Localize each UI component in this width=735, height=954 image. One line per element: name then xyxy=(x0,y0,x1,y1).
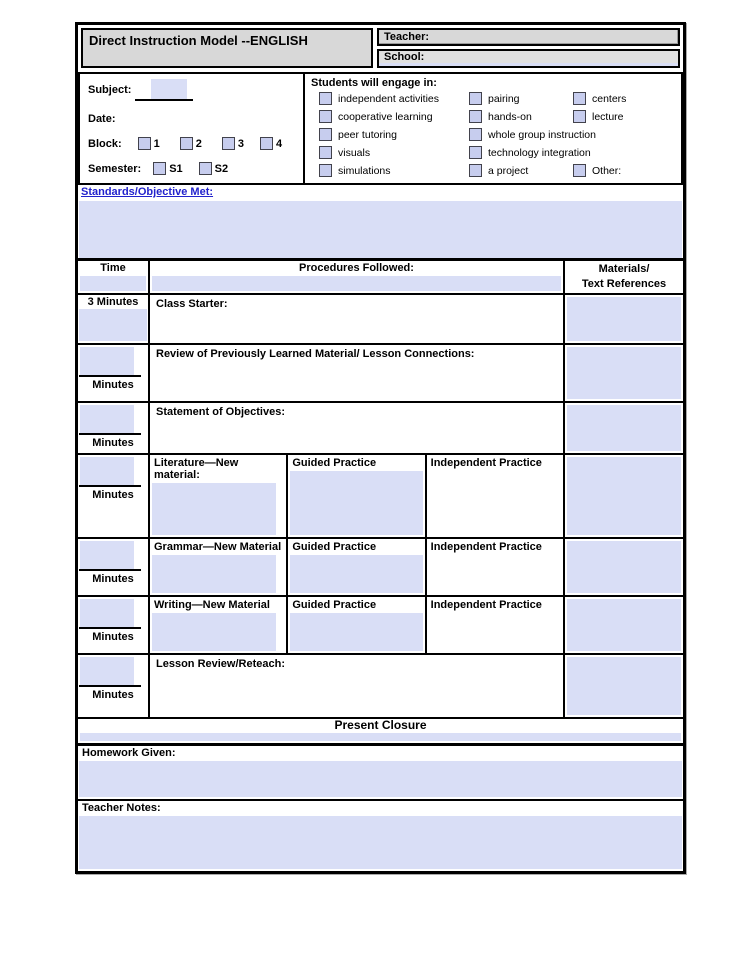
independent-practice-label: Independent Practice xyxy=(430,599,542,611)
semester-s2-option xyxy=(199,162,228,175)
header-right xyxy=(377,28,680,68)
header xyxy=(81,28,680,68)
materials-header-line2: Text References xyxy=(581,278,667,290)
guided-practice-label: Guided Practice xyxy=(292,457,377,469)
table-row-objectives xyxy=(78,401,683,453)
block-2-option xyxy=(180,137,202,150)
whole-group-instruction-checkbox[interactable] xyxy=(469,128,482,141)
engage-label: whole group instruction xyxy=(488,128,596,141)
engage-cooperative-learning xyxy=(319,110,433,123)
time-underline xyxy=(79,569,141,571)
engagement-heading: Students will engage in: xyxy=(311,77,437,89)
block-1-label: 1 xyxy=(153,137,160,150)
engage-whole-group xyxy=(469,128,596,141)
peer-tutoring-checkbox[interactable] xyxy=(319,128,332,141)
independent-practice-subcell[interactable] xyxy=(427,597,563,653)
independent-practice-label: Independent Practice xyxy=(430,457,542,469)
table-row-review xyxy=(78,343,683,401)
school-field[interactable] xyxy=(377,49,680,68)
new-material-input[interactable] xyxy=(152,613,276,651)
date-label: Date: xyxy=(88,113,116,125)
procedures-table xyxy=(78,258,683,743)
engage-row xyxy=(305,110,681,128)
time-input[interactable] xyxy=(79,309,147,341)
subject-box xyxy=(78,72,305,185)
time-input[interactable] xyxy=(80,657,134,685)
semester-s2-label: S2 xyxy=(214,162,229,175)
time-header-strip xyxy=(80,276,146,291)
engage-label: technology integration xyxy=(488,146,591,159)
materials-cell xyxy=(565,403,683,453)
time-underline xyxy=(79,433,141,435)
a-project-checkbox[interactable] xyxy=(469,164,482,177)
date-line xyxy=(88,113,295,125)
engage-label: Other: xyxy=(592,164,622,177)
semester-s2-checkbox[interactable] xyxy=(199,162,212,175)
guided-practice-subcell xyxy=(288,455,426,537)
procedure-label: Class Starter: xyxy=(156,298,228,310)
block-1-option xyxy=(138,137,160,150)
teacher-notes-input[interactable] xyxy=(79,816,682,869)
subject-input[interactable] xyxy=(151,79,187,99)
form-title: Direct Instruction Model --ENGLISH xyxy=(81,28,373,68)
teacher-label: Teacher: xyxy=(384,31,430,43)
time-underline xyxy=(79,627,141,629)
time-cell xyxy=(78,655,150,717)
block-line xyxy=(88,137,295,150)
engage-label: independent activities xyxy=(338,92,439,105)
semester-line xyxy=(88,162,295,175)
subject-label: Subject: xyxy=(88,84,132,96)
block-3-option xyxy=(222,137,244,150)
pairing-checkbox[interactable] xyxy=(469,92,482,105)
new-material-subcell xyxy=(150,539,288,595)
guided-practice-label: Guided Practice xyxy=(292,599,377,611)
simulations-checkbox[interactable] xyxy=(319,164,332,177)
engage-label: hands-on xyxy=(488,110,532,123)
engage-independent-activities xyxy=(319,92,439,105)
engage-simulations xyxy=(319,164,391,177)
table-row-writing xyxy=(78,595,683,653)
engage-visuals xyxy=(319,146,370,159)
independent-activities-checkbox[interactable] xyxy=(319,92,332,105)
engage-label: a project xyxy=(488,164,529,177)
homework-input[interactable] xyxy=(79,761,682,797)
school-label: School: xyxy=(379,51,678,63)
block-3-checkbox[interactable] xyxy=(222,137,235,150)
standards-input[interactable] xyxy=(79,201,682,258)
materials-header-cell xyxy=(565,261,683,293)
standards-label-line xyxy=(78,185,683,201)
new-material-label: Writing—New Material xyxy=(154,599,270,611)
engage-a-project xyxy=(469,164,528,177)
block-label: Block: xyxy=(88,137,122,150)
homework-section xyxy=(78,743,683,799)
independent-practice-subcell[interactable] xyxy=(427,539,563,595)
engage-lecture xyxy=(573,110,624,123)
table-row-literature xyxy=(78,453,683,537)
homework-label: Homework Given: xyxy=(82,747,176,759)
procedures-cell[interactable] xyxy=(150,655,565,717)
table-row-grammar xyxy=(78,537,683,595)
materials-input[interactable] xyxy=(567,405,681,451)
new-material-input[interactable] xyxy=(152,555,276,593)
standards-objective-link[interactable]: Standards/Objective Met: xyxy=(81,186,214,198)
procedures-cell xyxy=(150,455,565,537)
procedures-cell[interactable] xyxy=(150,295,565,343)
materials-input[interactable] xyxy=(567,599,681,651)
engage-label: centers xyxy=(592,92,627,105)
block-2-checkbox[interactable] xyxy=(180,137,193,150)
guided-practice-subcell xyxy=(288,597,426,653)
time-header: Time xyxy=(100,262,126,274)
teacher-notes-label: Teacher Notes: xyxy=(82,802,161,814)
cooperative-learning-checkbox[interactable] xyxy=(319,110,332,123)
engage-peer-tutoring xyxy=(319,128,397,141)
new-material-subcell xyxy=(150,597,288,653)
materials-input[interactable] xyxy=(567,347,681,399)
present-closure-row xyxy=(78,717,683,743)
minutes-label: Minutes xyxy=(92,631,134,643)
procedure-label: Lesson Review/Reteach: xyxy=(156,658,285,670)
lecture-checkbox[interactable] xyxy=(573,110,586,123)
block-3-label: 3 xyxy=(237,137,244,150)
technology-integration-checkbox[interactable] xyxy=(469,146,482,159)
engage-label: simulations xyxy=(338,164,391,177)
other-checkbox[interactable] xyxy=(573,164,586,177)
independent-practice-label: Independent Practice xyxy=(430,541,542,553)
visuals-checkbox[interactable] xyxy=(319,146,332,159)
guided-practice-input[interactable] xyxy=(290,613,422,651)
present-closure-label: Present Closure xyxy=(334,718,427,732)
info-row xyxy=(78,72,683,185)
semester-s1-option xyxy=(153,162,182,175)
time-input[interactable] xyxy=(80,347,134,375)
minutes-label: Minutes xyxy=(92,437,134,449)
engage-row xyxy=(305,128,681,146)
subject-line xyxy=(88,79,295,101)
hands-on-checkbox[interactable] xyxy=(469,110,482,123)
materials-cell xyxy=(565,455,683,537)
semester-s1-checkbox[interactable] xyxy=(153,162,166,175)
semester-s1-label: S1 xyxy=(169,162,183,175)
guided-practice-subcell xyxy=(288,539,426,595)
engage-label: lecture xyxy=(592,110,624,123)
minutes-label: Minutes xyxy=(92,379,134,391)
time-input[interactable] xyxy=(80,599,134,627)
guided-practice-input[interactable] xyxy=(290,471,422,535)
engage-row xyxy=(305,92,681,110)
materials-cell xyxy=(565,295,683,343)
school-input[interactable] xyxy=(379,63,678,66)
procedures-header-cell xyxy=(150,261,565,293)
new-material-label: Grammar—New Material xyxy=(154,541,282,553)
procedures-cell[interactable] xyxy=(150,345,565,401)
time-underline xyxy=(79,375,141,377)
block-4-label: 4 xyxy=(276,137,283,150)
engagement-box xyxy=(305,72,683,185)
materials-cell xyxy=(565,539,683,595)
materials-input[interactable] xyxy=(567,457,681,535)
procedure-label: Statement of Objectives: xyxy=(156,406,285,418)
procedure-label: Review of Previously Learned Material/ Lesson Connections: xyxy=(156,348,475,360)
materials-input[interactable] xyxy=(567,657,681,715)
materials-input[interactable] xyxy=(567,297,681,341)
procedures-header: Procedures Followed: xyxy=(299,262,414,274)
minutes-label: Minutes xyxy=(92,573,134,585)
engage-pairing xyxy=(469,92,520,105)
materials-cell xyxy=(565,597,683,653)
table-row-lesson-review xyxy=(78,653,683,717)
time-value: 3 Minutes xyxy=(87,296,139,308)
materials-input[interactable] xyxy=(567,541,681,593)
new-material-input[interactable] xyxy=(152,483,276,535)
time-input[interactable] xyxy=(80,457,134,485)
engage-other xyxy=(573,164,621,177)
time-cell xyxy=(78,403,150,453)
guided-practice-input[interactable] xyxy=(290,555,422,593)
time-cell xyxy=(78,597,150,653)
new-material-label: Literature—New material: xyxy=(154,457,239,481)
new-material-subcell xyxy=(150,455,288,537)
engage-hands-on xyxy=(469,110,532,123)
time-input[interactable] xyxy=(80,541,134,569)
standards-section xyxy=(78,185,683,258)
minutes-label: Minutes xyxy=(92,689,134,701)
time-underline xyxy=(79,685,141,687)
lesson-plan-form xyxy=(75,22,686,874)
present-closure-input[interactable] xyxy=(80,733,681,741)
table-header-row xyxy=(78,261,683,293)
table-row-class-starter xyxy=(78,293,683,343)
engage-centers xyxy=(573,92,626,105)
time-cell xyxy=(78,455,150,537)
procedures-cell xyxy=(150,597,565,653)
procedures-cell[interactable] xyxy=(150,403,565,453)
procedures-cell xyxy=(150,539,565,595)
time-input[interactable] xyxy=(80,405,134,433)
block-4-option xyxy=(260,137,282,150)
engage-label: cooperative learning xyxy=(338,110,433,123)
teacher-notes-section xyxy=(78,799,683,871)
block-1-checkbox[interactable] xyxy=(138,137,151,150)
engage-label: peer tutoring xyxy=(338,128,397,141)
block-4-checkbox[interactable] xyxy=(260,137,273,150)
time-cell xyxy=(78,539,150,595)
time-cell xyxy=(78,345,150,401)
minutes-label: Minutes xyxy=(92,489,134,501)
engage-label: pairing xyxy=(488,92,520,105)
time-underline xyxy=(79,485,141,487)
engage-row xyxy=(305,164,681,182)
engage-label: visuals xyxy=(338,146,371,159)
engage-row xyxy=(305,146,681,164)
subject-underline xyxy=(135,79,193,101)
materials-cell xyxy=(565,655,683,717)
materials-cell xyxy=(565,345,683,401)
guided-practice-label: Guided Practice xyxy=(292,541,377,553)
procedures-header-strip xyxy=(152,276,561,291)
time-cell xyxy=(78,295,150,343)
independent-practice-subcell[interactable] xyxy=(427,455,563,537)
semester-label: Semester: xyxy=(88,162,142,175)
centers-checkbox[interactable] xyxy=(573,92,586,105)
engage-technology-integration xyxy=(469,146,591,159)
time-header-cell xyxy=(78,261,150,293)
block-2-label: 2 xyxy=(195,137,202,150)
teacher-field[interactable] xyxy=(377,28,680,46)
materials-header-line1: Materials/ xyxy=(598,263,650,275)
